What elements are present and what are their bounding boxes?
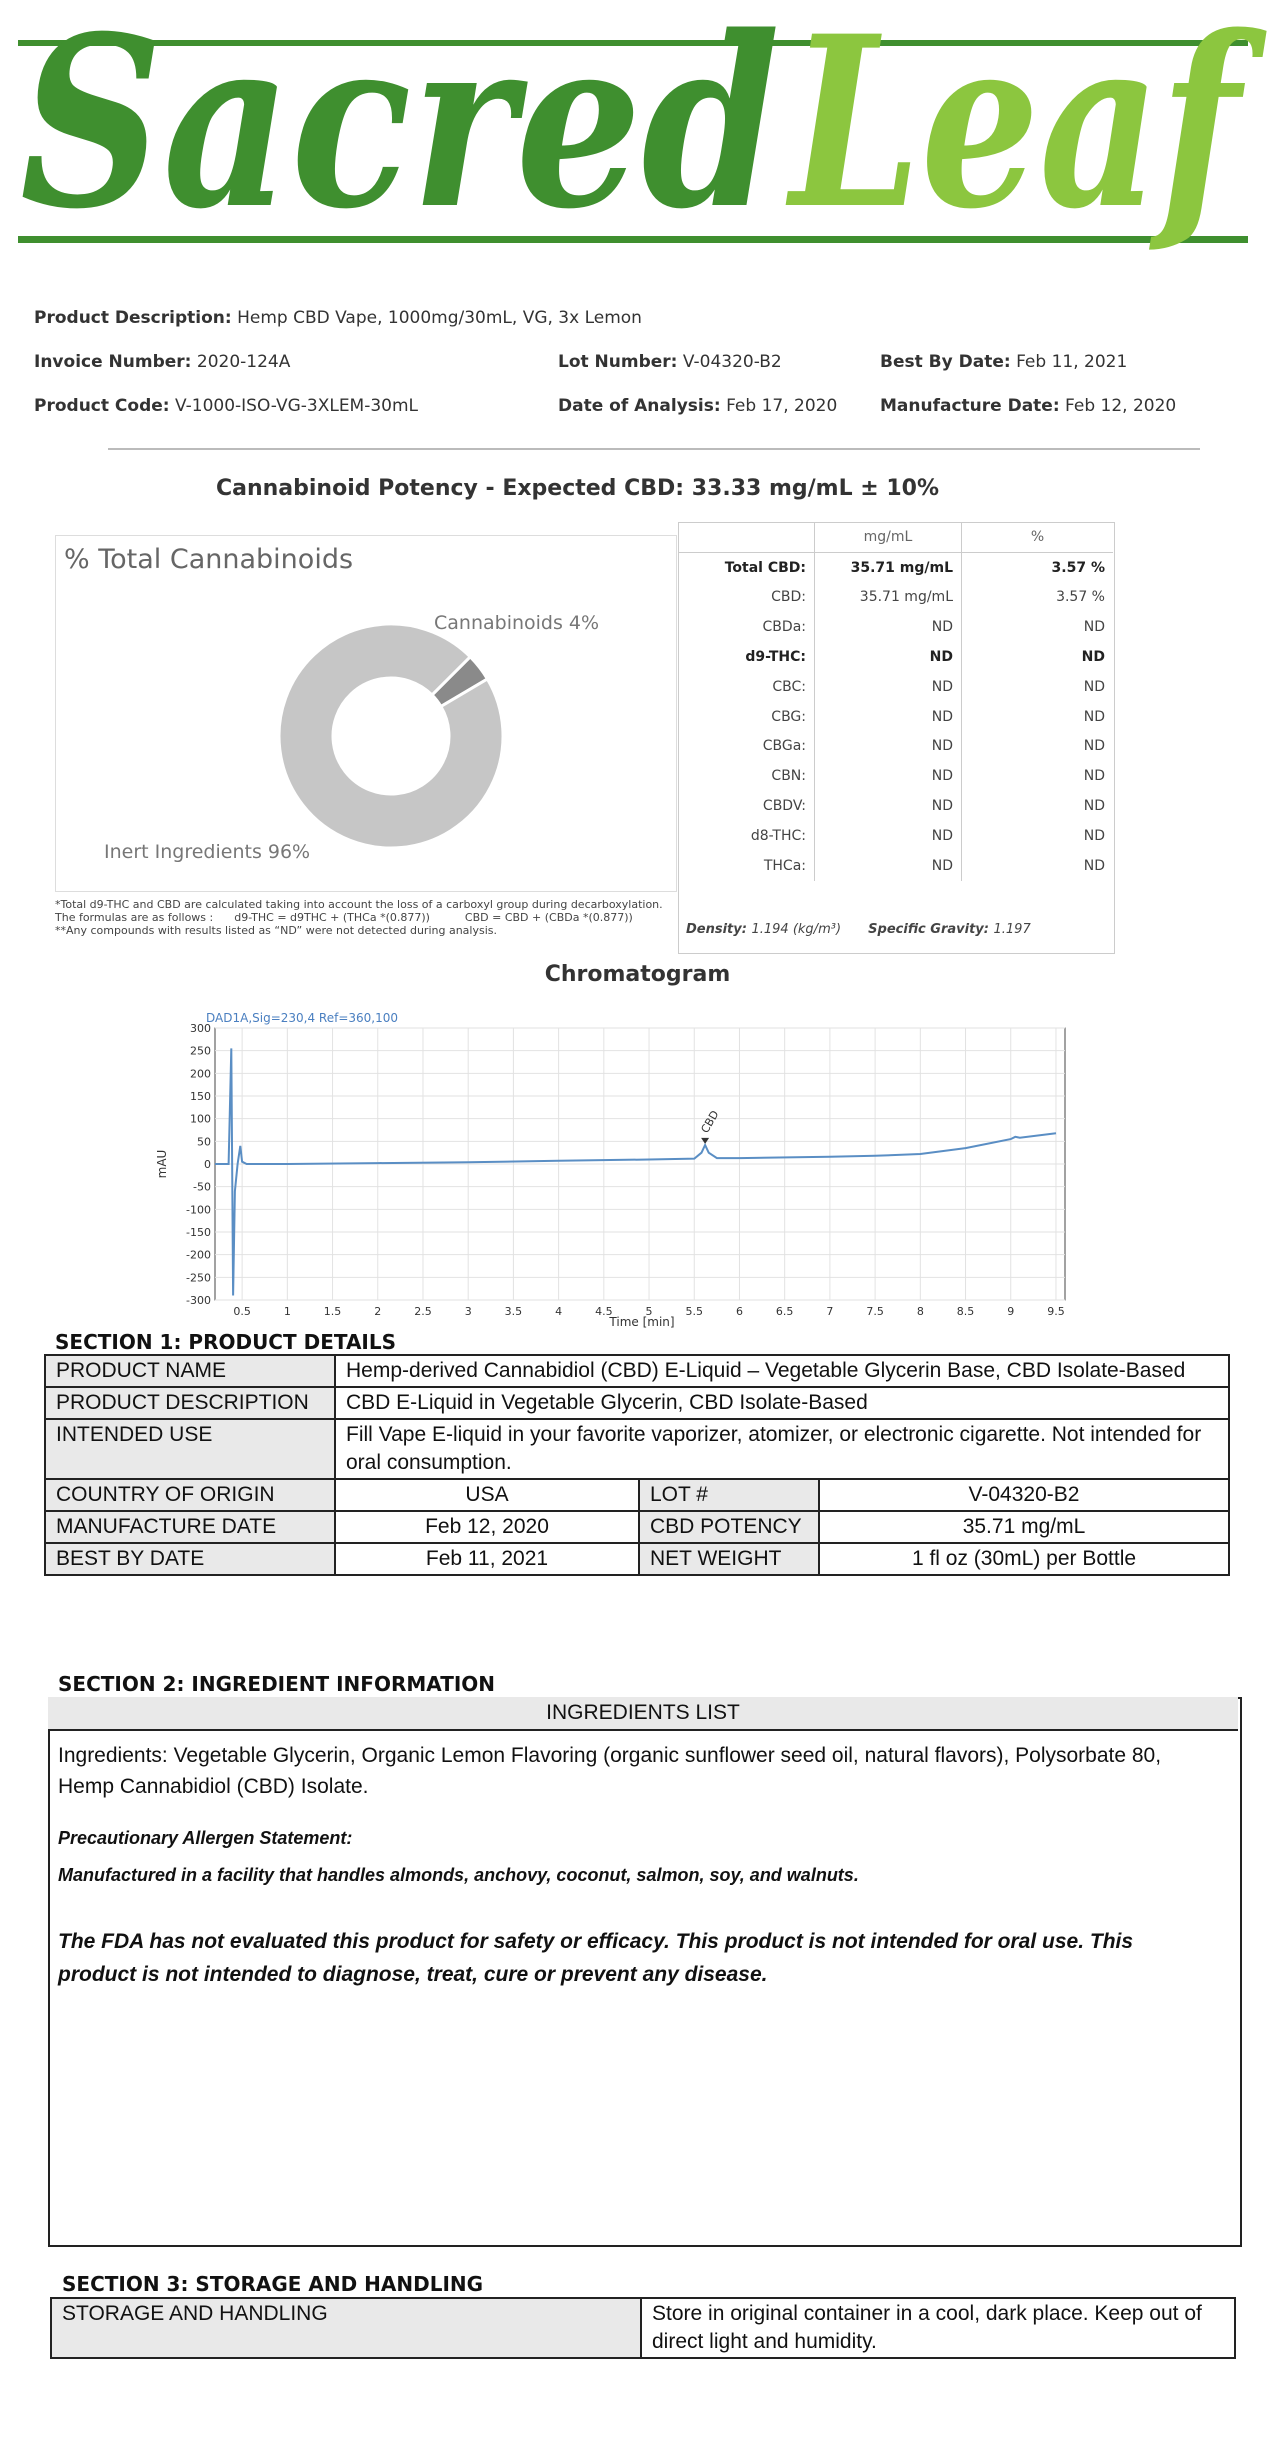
- chrom-x-tick-label: 3.5: [504, 1305, 523, 1318]
- chrom-y-tick-label: 200: [190, 1067, 211, 1081]
- ingredients-text: Ingredients: Vegetable Glycerin, Organic Lemon Flavoring (organic sunflower seed oil, natural flavors), Polysorbate 80, Hemp Cannabidiol (CBD) Isolate.: [58, 1744, 1162, 1798]
- potency-cell-mg: 35.71 mg/mL: [815, 583, 962, 613]
- country-label: COUNTRY OF ORIGIN: [45, 1479, 335, 1511]
- potency-cell-mg: ND: [815, 612, 962, 642]
- potency-cell-mg: 35.71 mg/mL: [815, 552, 962, 582]
- manufacture-date-label: MANUFACTURE DATE: [45, 1511, 335, 1543]
- chrom-x-tick-label: 6.5: [775, 1305, 794, 1318]
- potency-cell-pct: ND: [1083, 827, 1105, 844]
- chrom-y-tick-label: -200: [186, 1248, 211, 1262]
- product-name-label: PRODUCT NAME: [45, 1355, 335, 1387]
- pie-label-inert: Inert Ingredients 96%: [104, 841, 311, 863]
- chrom-x-tick-label: 5: [645, 1305, 653, 1318]
- chrom-x-tick-label: 6: [735, 1305, 743, 1318]
- chrom-y-tick-label: 150: [190, 1090, 211, 1103]
- chrom-x-tick-label: 1.5: [323, 1305, 342, 1318]
- chrom-y-axis-label: mAU: [155, 1149, 169, 1179]
- best-by-value: Feb 11, 2021: [335, 1543, 639, 1575]
- potency-table-header: [678, 522, 1113, 552]
- chrom-series-line: [215, 1048, 1056, 1295]
- potency-cell-pct: ND: [1083, 708, 1105, 725]
- ingredients-list-header: INGREDIENTS LIST: [48, 1697, 1238, 1731]
- potency-cell-name: THCa:: [678, 851, 815, 881]
- logo-text-leaf: Leaf: [785, 0, 1267, 261]
- chromatogram-title: Chromatogram: [544, 962, 731, 987]
- chrom-x-axis-label: Time [min]: [609, 1315, 675, 1329]
- chrom-y-tick-label: 50: [197, 1135, 211, 1149]
- potency-row: [678, 612, 1113, 642]
- product-description-value: CBD E-Liquid in Vegetable Glycerin, CBD Isolate-Based: [335, 1387, 1229, 1419]
- potency-cell-pct: ND: [1083, 619, 1105, 636]
- cbd-potency-value: 35.71 mg/mL: [819, 1511, 1229, 1543]
- storage-label: STORAGE AND HANDLING: [51, 2298, 641, 2358]
- potency-table: [678, 522, 1113, 881]
- chrom-y-tick-label: -100: [186, 1203, 211, 1217]
- potency-cell-name: Total CBD:: [678, 552, 815, 582]
- section1-title: SECTION 1: PRODUCT DETAILS: [55, 1330, 397, 1354]
- pie-chart-panel: [55, 535, 677, 892]
- storage-value: Store in original container in a cool, dark place. Keep out of direct light and humidity.: [641, 2298, 1235, 2358]
- manufacture-date-value: Feb 12, 2020: [335, 1511, 639, 1543]
- potency-cell-name: CBC:: [678, 672, 815, 702]
- potency-cell-name: CBN:: [678, 761, 815, 791]
- potency-row: [678, 642, 1113, 672]
- meta-manufacture-date: Manufacture Date: Feb 12, 2020: [880, 396, 1177, 416]
- net-weight-value: 1 fl oz (30mL) per Bottle: [819, 1543, 1229, 1575]
- pie-title: % Total Cannabinoids: [64, 544, 354, 575]
- potency-cell-mg: ND: [815, 672, 962, 702]
- chrom-y-tick-label: 100: [190, 1112, 211, 1126]
- pie-slice-1: [279, 624, 503, 848]
- chrom-x-tick-label: 7: [826, 1305, 834, 1318]
- potency-cell-mg: ND: [815, 642, 962, 672]
- potency-row: [678, 583, 1113, 613]
- chrom-x-tick-label: 9: [1007, 1305, 1015, 1318]
- meta-best-by: Best By Date: Feb 11, 2021: [880, 352, 1128, 372]
- potency-cell-pct: ND: [1083, 768, 1105, 785]
- chrom-peak-label: CBD: [698, 1108, 722, 1136]
- potency-cell-pct: ND: [1083, 678, 1105, 695]
- potency-cell-name: CBD:: [678, 583, 815, 613]
- chrom-x-tick-label: 8.5: [956, 1305, 975, 1318]
- potency-row: [678, 672, 1113, 702]
- chrom-x-tick-label: 0.5: [233, 1305, 251, 1318]
- pie-label-cannabinoids: Cannabinoids 4%: [434, 612, 600, 634]
- potency-cell-mg: ND: [815, 821, 962, 851]
- potency-cell-mg: ND: [815, 761, 962, 791]
- section2-title: SECTION 2: INGREDIENT INFORMATION: [58, 1672, 496, 1696]
- chrom-x-tick-label: 9.5: [1047, 1305, 1065, 1318]
- product-details-table: [44, 1354, 1230, 1576]
- meta-product-description: Product Description: Hemp CBD Vape, 1000mg/30mL, VG, 3x Lemon: [34, 308, 642, 328]
- potency-cell-pct: 3.57 %: [1051, 559, 1105, 576]
- potency-title: Cannabinoid Potency - Expected CBD: 33.33 mg/mL ± 10%: [215, 476, 940, 501]
- chrom-x-tick-label: 2.5: [414, 1305, 432, 1318]
- chromatogram-chart: [150, 1010, 1095, 1340]
- calculation-footnote: *Total d9-THC and CBD are calculated taking into account the loss of a carboxyl group during decarboxylation. The formulas are as follows : d9-THC = d9THC + (THCa *(0.877)) CBD = CBD + (CBDa *(0.877)) **Any compounds with results listed as “ND” were not detected during analysis.: [55, 898, 663, 937]
- potency-header-cell: mg/mL: [815, 522, 962, 552]
- sacred-leaf-logo: [0, 0, 1275, 270]
- allergen-title: Precautionary Allergen Statement:: [58, 1828, 353, 1848]
- chrom-y-tick-label: 300: [190, 1022, 211, 1035]
- potency-cell-mg: ND: [815, 732, 962, 762]
- chrom-y-tick-label: 0: [204, 1158, 211, 1171]
- potency-cell-name: d8-THC:: [678, 821, 815, 851]
- potency-cell-pct: 3.57 %: [1056, 589, 1105, 606]
- potency-row: [678, 761, 1113, 791]
- potency-cell-mg: ND: [815, 791, 962, 821]
- chrom-x-tick-label: 3: [464, 1305, 472, 1318]
- potency-cell-name: CBDa:: [678, 612, 815, 642]
- chrom-x-tick-label: 8: [916, 1305, 924, 1318]
- potency-cell-name: d9-THC:: [678, 642, 815, 672]
- lot-label: LOT #: [639, 1479, 819, 1511]
- product-description-label: PRODUCT DESCRIPTION: [45, 1387, 335, 1419]
- meta-lot: Lot Number: V-04320-B2: [558, 352, 782, 372]
- chrom-y-tick-label: -250: [186, 1271, 211, 1285]
- meta-analysis-date: Date of Analysis: Feb 17, 2020: [558, 396, 838, 416]
- chrom-y-tick-label: -150: [186, 1226, 211, 1239]
- potency-cell-name: CBGa:: [678, 732, 815, 762]
- chrom-x-tick-label: 5.5: [685, 1305, 704, 1318]
- potency-cell-pct: ND: [1083, 798, 1105, 815]
- chrom-y-tick-label: 250: [190, 1044, 211, 1058]
- chrom-y-tick-label: -50: [193, 1180, 211, 1194]
- chrom-y-tick-label: -300: [186, 1294, 211, 1307]
- chrom-x-tick-label: 1: [283, 1305, 291, 1318]
- logo-text-sacred: Sacred: [20, 0, 780, 261]
- chrom-x-tick-label: 4.5: [595, 1305, 613, 1318]
- pie-chart: [56, 536, 676, 891]
- fda-disclaimer: The FDA has not evaluated this product for safety or efficacy. This product is not intended for oral use. This product is not intended to diagnose, treat, cure or prevent any disease.: [58, 1930, 1134, 1986]
- intended-use-value: Fill Vape E-liquid in your favorite vaporizer, atomizer, or electronic cigarette. Not intended for oral consumption.: [335, 1419, 1229, 1479]
- lot-value: V-04320-B2: [819, 1479, 1229, 1511]
- potency-cell-pct: ND: [1081, 649, 1105, 666]
- potency-cell-mg: ND: [815, 851, 962, 881]
- potency-row: [678, 702, 1113, 732]
- potency-header-cell: %: [962, 522, 1114, 552]
- potency-row: [678, 791, 1113, 821]
- potency-cell-pct: ND: [1083, 857, 1105, 874]
- potency-row: [678, 821, 1113, 851]
- potency-cell-pct: ND: [1083, 738, 1105, 755]
- storage-table: [50, 2297, 1236, 2359]
- net-weight-label: NET WEIGHT: [639, 1543, 819, 1575]
- intended-use-label: INTENDED USE: [45, 1419, 335, 1479]
- potency-header-cell: [678, 522, 815, 552]
- density-readout: Density: 1.194 (kg/m³) Specific Gravity: 1.197: [686, 922, 1031, 937]
- chrom-signal-label: DAD1A,Sig=230,4 Ref=360,100: [206, 1011, 399, 1025]
- section3-title: SECTION 3: STORAGE AND HANDLING: [62, 2272, 484, 2296]
- meta-invoice: Invoice Number: 2020-124A: [34, 352, 291, 372]
- potency-cell-name: CBG:: [678, 702, 815, 732]
- country-value: USA: [335, 1479, 639, 1511]
- chrom-x-tick-label: 2: [374, 1305, 382, 1318]
- chrom-x-tick-label: 4: [555, 1305, 563, 1318]
- product-name-value: Hemp-derived Cannabidiol (CBD) E-Liquid – Vegetable Glycerin Base, CBD Isolate-Based: [335, 1355, 1229, 1387]
- header-divider: [108, 448, 1200, 450]
- potency-cell-mg: ND: [815, 702, 962, 732]
- chrom-x-tick-label: 7.5: [866, 1305, 884, 1318]
- best-by-label: BEST BY DATE: [45, 1543, 335, 1575]
- potency-row: [678, 851, 1113, 881]
- cbd-potency-label: CBD POTENCY: [639, 1511, 819, 1543]
- potency-row: [678, 732, 1113, 762]
- meta-product-code: Product Code: V-1000-ISO-VG-3XLEM-30mL: [34, 396, 419, 416]
- potency-cell-name: CBDV:: [678, 791, 815, 821]
- allergen-statement: Manufactured in a facility that handles almonds, anchovy, coconut, salmon, soy, and walnuts.: [58, 1865, 859, 1885]
- potency-row: [678, 552, 1113, 582]
